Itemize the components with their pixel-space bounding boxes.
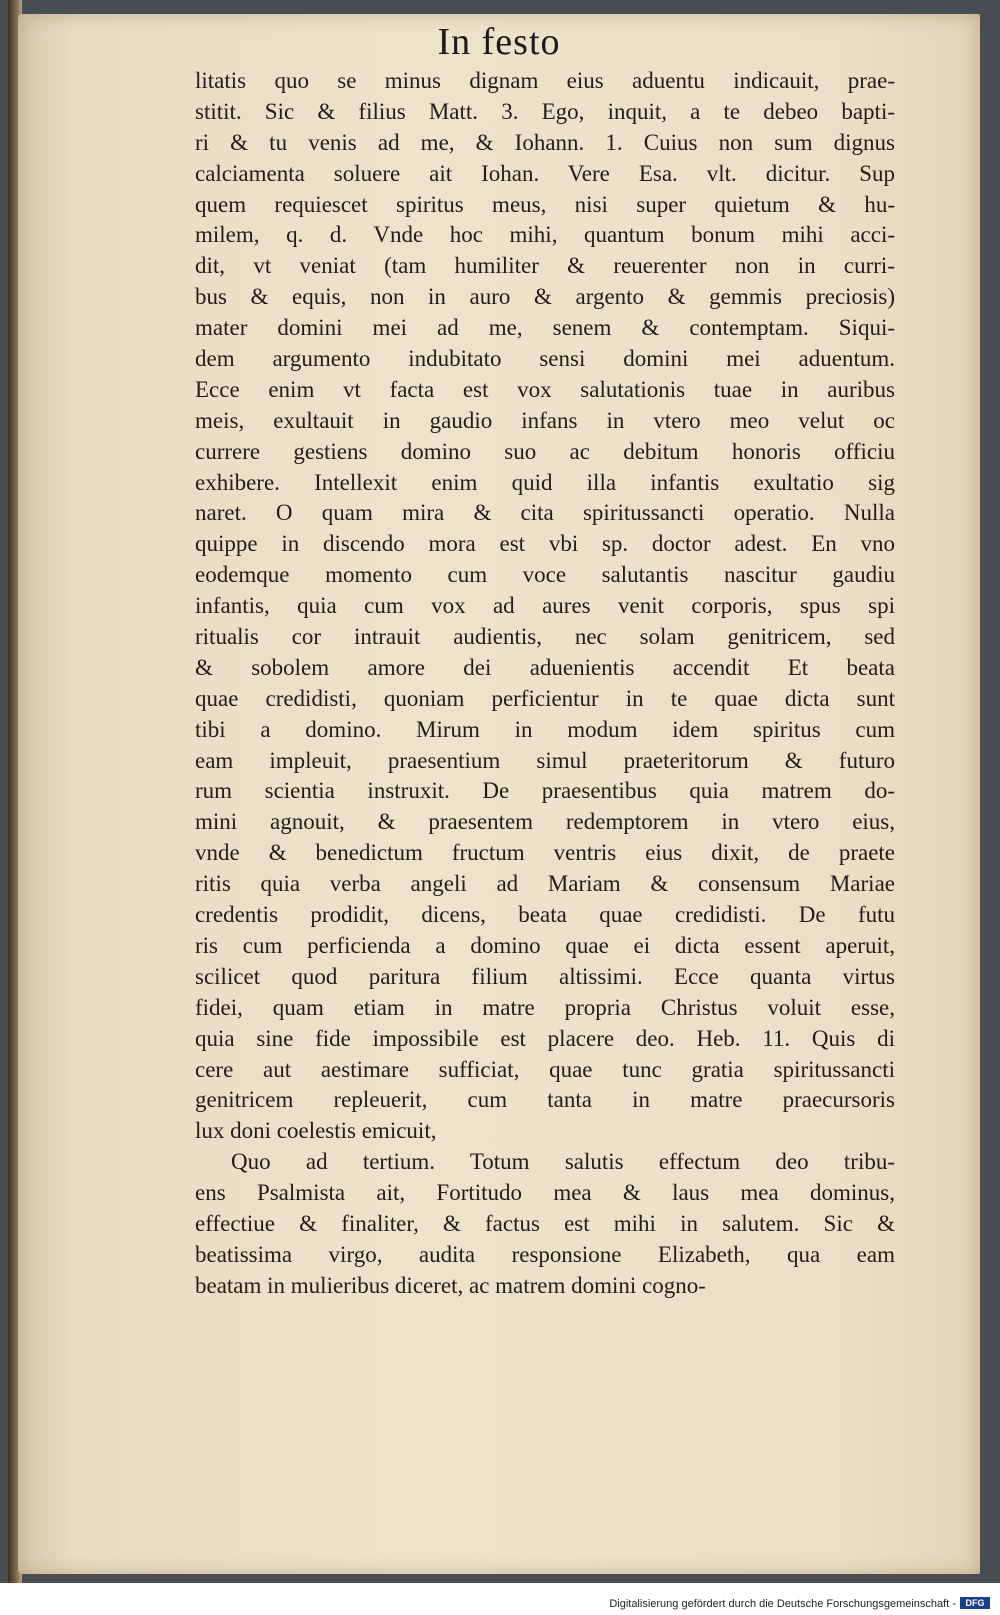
- text-line: beatam in mulieribus diceret, ac matrem domini cogno-: [195, 1272, 706, 1298]
- dfg-logo: DFG: [960, 1597, 990, 1609]
- text-line: tibi a domino. Mirum in modum idem spiritus cum: [195, 716, 895, 742]
- text-line: bus & equis, non in auro & argento & gemmis preciosis): [195, 284, 895, 310]
- text-line: beatissima virgo, audita responsione Elizabeth, qua eam: [195, 1241, 895, 1267]
- text-line: ris cum perficienda a domino quae ei dicta essent aperuit,: [195, 932, 895, 958]
- digitization-credit: Digitalisierung gefördert durch die Deutsche Forschungsgemeinschaft -: [609, 1598, 956, 1610]
- running-header: In festo: [437, 21, 561, 63]
- text-line: quia sine fide impossibile est placere deo. Heb. 11. Quis di: [195, 1025, 895, 1051]
- text-line: eam impleuit, praesentium simul praeteritorum & futuro: [195, 747, 895, 773]
- text-line: ritualis cor intrauit audientis, nec solam genitricem, sed: [195, 624, 895, 650]
- text-line: stitit. Sic & filius Matt. 3. Ego, inquit, a te debeo bapti-: [195, 98, 895, 124]
- text-line: quippe in discendo mora est vbi sp. doctor adest. En vno: [195, 531, 895, 557]
- text-line: exhibere. Intellexit enim quid illa infantis exultatio sig: [195, 469, 895, 495]
- text-line: effectiue & finaliter, & factus est mihi in salutem. Sic &: [195, 1210, 895, 1236]
- text-line: mini agnouit, & praesentem redemptorem in vtero eius,: [195, 809, 895, 835]
- text-line: litatis quo se minus dignam eius aduentu indicauit, prae-: [195, 68, 895, 93]
- text-line: rum scientia instruxit. De praesentibus quia matrem do-: [195, 778, 895, 804]
- text-line: quem requiescet spiritus meus, nisi super quietum & hu-: [195, 191, 895, 217]
- text-line: cere aut aestimare sufficiat, quae tunc gratia spiritussancti: [195, 1056, 895, 1082]
- text-line: mater domini mei ad me, senem & contemptam. Siqui-: [195, 315, 895, 341]
- text-line: ri & tu venis ad me, & Iohann. 1. Cuius non sum dignus: [195, 129, 895, 155]
- text-line: calciamenta soluere ait Iohan. Vere Esa. vlt. dicitur. Sup: [195, 160, 895, 186]
- text-line: milem, q. d. Vnde hoc mihi, quantum bonum mihi acci-: [195, 222, 895, 248]
- text-line: fidei, quam etiam in matre propria Christus voluit esse,: [195, 994, 895, 1020]
- text-block: [195, 66, 895, 1302]
- text-line: scilicet quod paritura filium altissimi. Ecce quanta virtus: [195, 963, 895, 989]
- text-line: credentis prodidit, dicens, beata quae credidisti. De futu: [195, 902, 895, 928]
- text-line: ritis quia verba angeli ad Mariam & consensum Mariae: [195, 871, 895, 897]
- text-line: infantis, quia cum vox ad aures venit corporis, spus spi: [195, 593, 895, 619]
- text-line: naret. O quam mira & cita spiritussancti operatio. Nulla: [195, 500, 895, 526]
- text-line: lux doni coelestis emicuit,: [195, 1118, 437, 1144]
- text-line: eodemque momento cum voce salutantis nascitur gaudiu: [195, 562, 895, 588]
- text-line: Quo ad tertium. Totum salutis effectum deo tribu-: [231, 1149, 895, 1175]
- text-line: currere gestiens domino suo ac debitum honoris officiu: [195, 438, 895, 464]
- text-line: genitricem repleuerit, cum tanta in matre praecursoris: [195, 1087, 895, 1113]
- text-line: ens Psalmista ait, Fortitudo mea & laus mea dominus,: [195, 1180, 895, 1206]
- text-line: dem argumento indubitato sensi domini mei aduentum.: [195, 346, 895, 372]
- text-line: meis, exultauit in gaudio infans in vtero meo velut oc: [195, 407, 895, 433]
- text-line: quae credidisti, quoniam perficientur in te quae dicta sunt: [195, 685, 895, 711]
- text-line: Ecce enim vt facta est vox salutationis tuae in auribus: [195, 376, 895, 402]
- text-line: dit, vt veniat (tam humiliter & reuerenter non in curri-: [195, 253, 895, 279]
- text-line: & sobolem amore dei aduenientis accendit Et beata: [195, 654, 895, 680]
- book-page: [18, 14, 980, 1574]
- text-line: vnde & benedictum fructum ventris eius dixit, de praete: [195, 840, 895, 866]
